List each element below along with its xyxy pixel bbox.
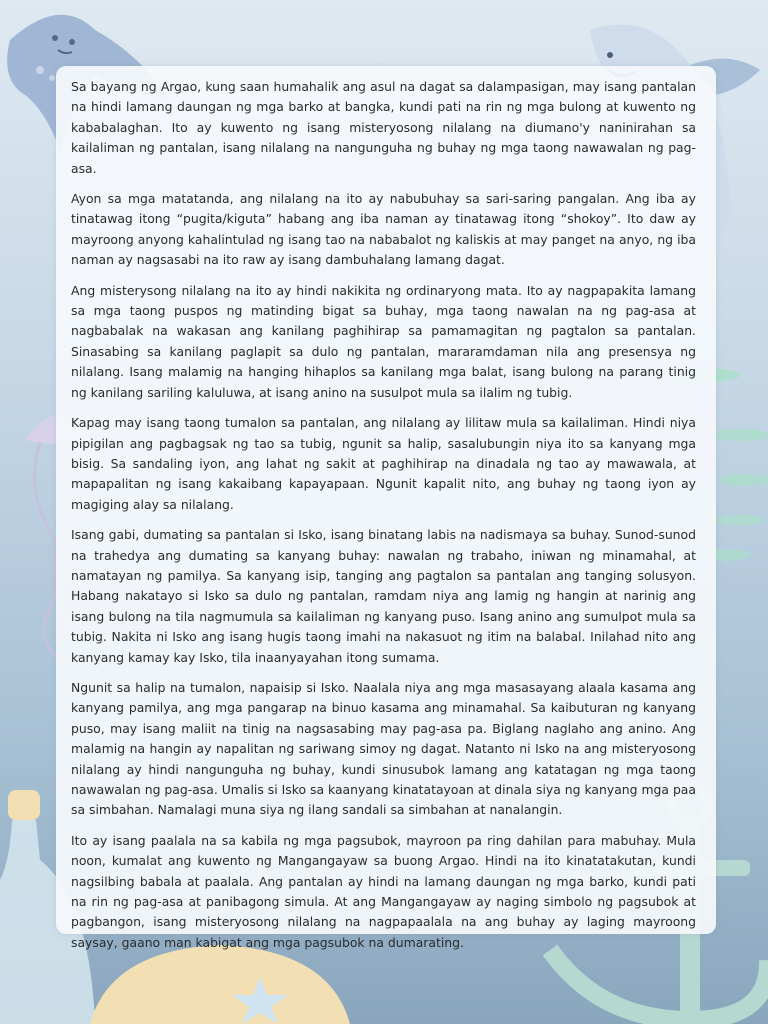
paragraph-6: Ngunit sa halip na tumalon, napaisip si Isko. Naalala niya ang mga masasayang alaala kasama ang kanyang pamilya, ang mga pangarap na binuo kasama ang minamahal. Sa kaibuturan ng kanyang puso, may isang maliit na tinig na nagsasabing may pag-asa pa. Biglang naglaho ang anino. Ang malamig na hangin ay napalitan ng sariwang simoy ng dagat. Natanto ni Isko na ang misteryosong nilalang ay hindi nangunguha ng buhay, kundi sinusubok lamang ang katatagan ng mga taong nawawalan ng pag-asa. Umalis si Isko sa kaanyang kinatatayoan at dinala siya ng kanyang mga paa sa simbahan. Namalagi muna siya ng ilang sandali sa simbahan at nanalangin. [71,679,696,818]
story-text [71,77,696,963]
starfish-icon [230,975,290,1024]
paragraph-4: Kapag may isang taong tumalon sa pantalan, ang nilalang ay lilitaw mula sa kailaliman. Hindi niya pipigilan ang pagbagsak ng tao sa tubig, ngunit sa halip, sasalubungin niya ito sa kanyang mga bisig. Sa sandaling iyon, ang lahat ng sakit at paghihirap na dinadala ng tao ay mawawala, at mapapalitan ng isang kakaibang kapayapaan. Ngunit kapalit nito, ang buhay ng taong iyon ay magiging alay sa nilalang. [71,415,696,512]
paragraph-3: Ang misterysong nilalang na ito ay hindi nakikita ng ordinaryong mata. Ito ay nagpapakita lamang sa mga taong puspos ng matinding bigat sa buhay, mga taong nawalan na ng pag-asa at nagbabalak na wakasan ang kanilang paghihirap sa pamamagitan ng pagtalon sa pantalan. Sinasabing sa kanilang paglapit sa dulo ng pantalan, mararamdaman nila ang presensya ng nilalang. Isang malamig na hanging hihaplos sa kanilang mga balat, isang bulong na parang tinig ng kanilang sariling kaluluwa, at isang anino na susulpot mula sa ilalim ng tubig. [71,282,696,400]
paragraph-2: Ayon sa mga matatanda, ang nilalang na ito ay nabubuhay sa sari-saring pangalan. Ang iba ay tinatawag itong “pugita/kiguta” habang ang iba naman ay tinatawag itong “shokoy”. Ito daw ay mayroong anyong kahalintulad ng isang tao na nababalot ng kaliskis at may panget na anyo, ng iba naman ay nagsasabi na ito raw ay isang dambuhalang lamang dagat. [71,191,696,268]
paragraph-1: Sa bayang ng Argao, kung saan humahalik ang asul na dagat sa dalampasigan, may isang pantalan na hindi lamang daungan ng mga barko at bangka, kundi pati na rin ng mga bulong at kuwento ng kababalaghan. Ito ay kuwento ng isang misteryosong nilalang na diumano'y naninirahan sa kailaliman ng pantalan, isang nilalang na nangunguha ng buhay ng mga taong nawawalan ng pag-asa. [71,79,696,176]
paragraph-7: Ito ay isang paalala na sa kabila ng mga pagsubok, mayroon pa ring dahilan para mabuhay. Mula noon, kumalat ang kuwento ng Mangangayaw sa buong Argao. Hindi na ito kinatatakutan, kundi nagsilbing babala at paalala. Ang pantalan ay hindi na lamang daungan ng mga barko, kundi pati na rin ng pag-asa at panibagong simula. At ang Mangangayaw ay naging simbolo ng pagsubok at pagbangon, isang misteryosong nilalang na nagpapaalala na ang buhay ay laging mayroong saysay, gaano man kabigat ang mga pagsubok na dumarating. [71,832,696,950]
paragraph-5: Isang gabi, dumating sa pantalan si Isko, isang binatang labis na nadismaya sa buhay. Sunod-sunod na trahedya ang dumating sa kanyang buhay: nawalan ng trabaho, iniwan ng minamahal, at namatayan ng pamilya. Sa kanyang isip, tanging ang pagtalon sa pantalan ang tanging solusyon. Habang nakatayo si Isko sa dulo ng pantalan, ramdam niya ang lamig ng hangin at narinig ang isang bulong na tila nagmumula sa kailaliman ng kanyang puso. Isang anino ang sumulpot mula sa tubig. Nakita ni Isko ang isang hugis taong imahi na nakasuot ng itim na balabal. Inilahad nito ang kanyang kamay kay Isko, tila inaanyayahan itong sumama. [71,527,696,665]
